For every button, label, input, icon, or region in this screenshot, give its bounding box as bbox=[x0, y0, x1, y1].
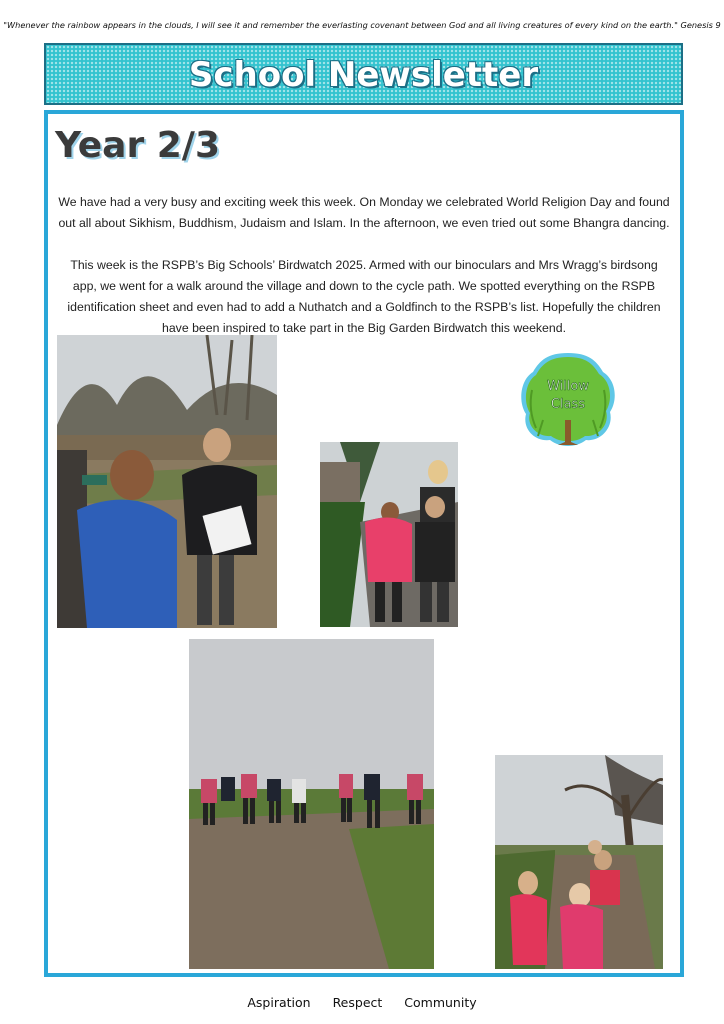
section-heading: Year 2/3 bbox=[55, 125, 221, 166]
photo-group-field bbox=[189, 639, 434, 969]
badge-label-line2: Class bbox=[550, 397, 586, 412]
footer-value-community: Community bbox=[404, 995, 477, 1010]
photo-children-binoculars bbox=[57, 335, 277, 628]
footer-value-aspiration: Aspiration bbox=[247, 995, 311, 1010]
badge-label-line1: Willow bbox=[547, 379, 589, 394]
photo-children-path-hedge bbox=[320, 442, 458, 627]
header-quote: "Whenever the rainbow appears in the clouds, I will see it and remember the everlasting covenant between God and all living creatures of every kind on the earth." Genesis 9 bbox=[3, 20, 721, 30]
newsletter-title: School Newsletter bbox=[188, 55, 539, 95]
footer-values bbox=[0, 995, 724, 1010]
footer-value-respect: Respect bbox=[332, 995, 383, 1010]
willow-tree-icon bbox=[518, 350, 618, 450]
newsletter-banner bbox=[44, 43, 683, 105]
paragraph-religion-day: We have had a very busy and exciting week this week. On Monday we celebrated World Religion Day and found out all about Sikhism, Buddhism, Judaism and Islam. In the afternoon, we even tried out some Bhangra dancing. bbox=[58, 195, 670, 230]
photo-children-tree-path bbox=[495, 755, 663, 969]
paragraph-birdwatch: This week is the RSPB’s Big Schools’ Birdwatch 2025. Armed with our binoculars and Mrs Wragg’s birdsong app, we went for a walk around the village and down to the cycle path. We spotted everything on the RSPB identification sheet and even had to add a Nuthatch and a Goldfinch to the RSPB’s list. Hopefully the children have been inspired to take part in the Big Garden Birdwatch this weekend. bbox=[67, 258, 661, 335]
willow-class-badge bbox=[518, 350, 618, 450]
